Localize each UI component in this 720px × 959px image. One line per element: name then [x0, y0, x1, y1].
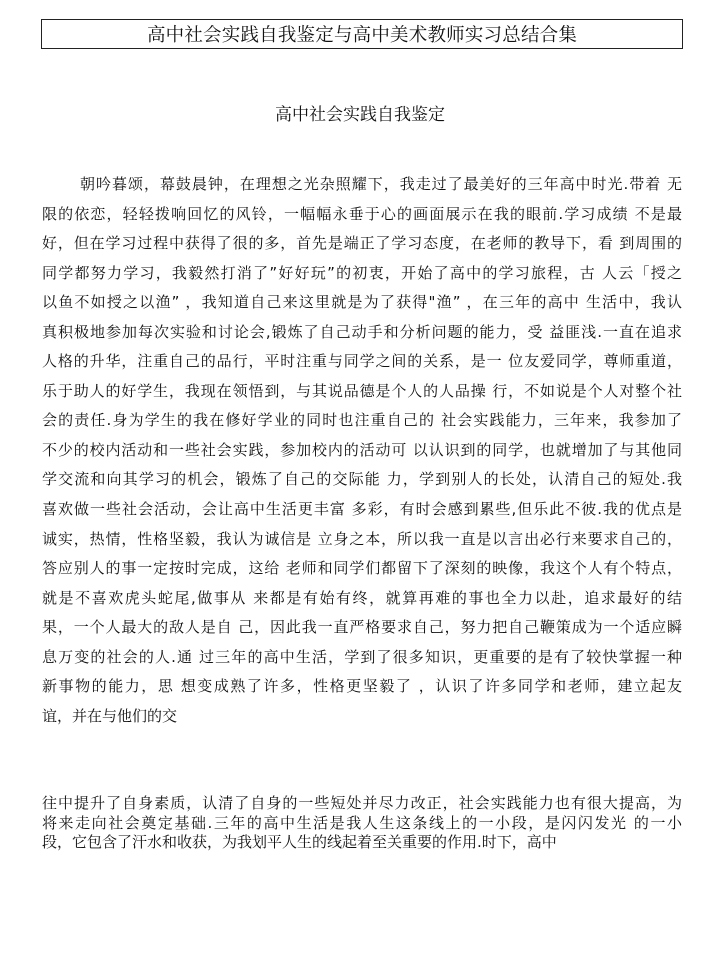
paragraph-line: 将来走向社会奠定基础.三年的高中生活是我人生这条线上的一小段，是闪闪发光 的一小 — [42, 813, 682, 832]
main-paragraph — [42, 170, 682, 731]
paragraph-line: 学交流和向其学习的机会，锻炼了自己的交际能 力，学到别人的长处，认清自己的短处.我 — [42, 470, 682, 489]
paragraph-line: 限的依恋，轻轻拨响回忆的风铃，一幅幅永垂于心的画面展示在我的眼前.学习成绩 不是最 — [42, 204, 682, 223]
paragraph-line: 会的责任.身为学生的我在修好学业的同时也注重自己的 社会实践能力，三年来，我参加了 — [42, 411, 682, 430]
paragraph-line: 段，它包含了汗水和收获，为我划平人生的线起着至关重要的作用.时下，高中 — [42, 833, 557, 851]
paragraph-line: 息万变的社会的人.通 过三年的高中生活，学到了很多知识，更重要的是有了较快掌握一种 — [42, 647, 682, 666]
paragraph-line: 往中提升了自身素质，认清了自身的一些短处并尽力改正，社会实践能力也有很大提高，为 — [42, 794, 682, 812]
paragraph-line: 乐于助人的好学生，我现在领悟到，与其说品德是个人的人品操 行，不如说是个人对整个社 — [42, 381, 682, 400]
continuation-paragraph — [42, 794, 682, 853]
paragraph-line: 人格的升华，注重自己的品行，平时注重与同学之间的关系，是一 位友爱同学，尊师重道， — [42, 352, 682, 371]
paragraph-line: 朝吟暮颂，幕鼓晨钟，在理想之光杂照耀下，我走过了最美好的三年高中时光.带着 无 — [80, 175, 682, 193]
paragraph-line: 新事物的能力，思 想变成熟了许多，性格更坚毅了 ，认识了许多同学和老师，建立起友 — [42, 677, 682, 696]
paragraph-line: 果，一个人最大的敌人是自 己，因此我一直严格要求自己，努力把自己鞭策成为一个适应瞬 — [42, 618, 682, 637]
paragraph-line: 好，但在学习过程中获得了很的多，首先是端正了学习态度，在老师的教导下，看 到周围的 — [42, 234, 682, 253]
paragraph-line: 谊，并在与他们的交 — [42, 706, 178, 725]
paragraph-line: 同学都努力学习，我毅然打消了”好好玩”的初衷，开始了高中的学习旅程，古 人云「授之 — [42, 263, 682, 282]
section-heading: 高中社会实践自我鉴定 — [275, 105, 445, 125]
paragraph-line: 喜欢做一些社会活动，会让高中生活更丰富 多彩，有时会感到累些,但乐此不彼.我的优点是 — [42, 500, 682, 519]
paragraph-line: 诚实，热情，性格坚毅，我认为诚信是 立身之本，所以我一直是以言出必行来要求自己的， — [42, 529, 682, 548]
paragraph-line: 不少的校内活动和一些社会实践，参加校内的活动可 以认识到的同学，也就增加了与其他同 — [42, 440, 682, 459]
paragraph-line: 就是不喜欢虎头蛇尾,做事从 来都是有始有终，就算再难的事也全力以赴，追求最好的结 — [42, 588, 682, 607]
document-title: 高中社会实践自我鉴定与高中美术教师实习总结合集 — [41, 19, 683, 49]
paragraph-line: 以鱼不如授之以渔” ，我知道自己来这里就是为了获得"渔” ，在三年的高中 生活中，我认 — [42, 293, 682, 312]
paragraph-line: 真积极地参加每次实验和讨论会,锻炼了自己动手和分析问题的能力，受 益匪浅.一直在追求 — [42, 322, 682, 341]
paragraph-line: 答应别人的事一定按时完成，这给 老师和同学们都留下了深刻的映像，我这个人有个特点， — [42, 559, 682, 578]
